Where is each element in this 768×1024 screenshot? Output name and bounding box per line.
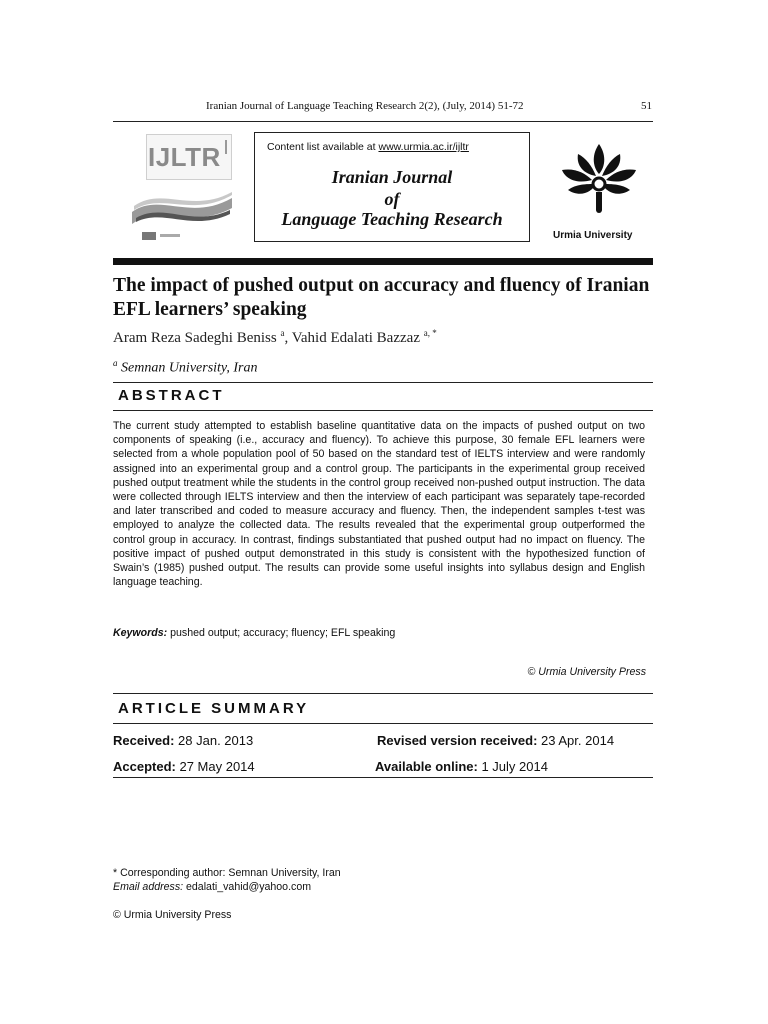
summary-bottom-rule xyxy=(113,777,653,778)
keywords-line xyxy=(113,627,395,639)
affiliation-mark: a xyxy=(113,358,118,368)
email-address[interactable]: edalati_vahid@yahoo.com xyxy=(183,881,312,893)
author-2: Vahid Edalati Bazzaz xyxy=(291,330,420,346)
accepted-date xyxy=(113,759,255,774)
abstract-body: The current study attempted to establish baseline quantitative data on the impacts of pushed output on two components of speaking (i.e., accuracy and fluency). To achieve this purpose, 30 female EFL learners were selected from a whole population pool of 50 based on the standard test of IELTS interview and were randomly assigned into an experimental group and a control group. The participants in the experimental group received pushed output treatment while the students in the control group received non-pushed output instruction. The data were collected through IELTS interview and then the interview of each participant was separately tape-recorded and later transcribed and coded to measure accuracy and fluency. Then, the independent samples t-test was employed to analyze the collected data. The results revealed that the experimental group outperformed the control group in accuracy. In contrast, findings substantiated that pushed output had no impact on fluency. The positive impact of pushed output demonstrated in this study is consistent with the hypothesized function of Swain’s (1985) pushed output. The results can provide some useful insights into syllabus design and English language teaching. xyxy=(113,420,645,589)
journal-url-link[interactable]: www.urmia.ac.ir/ijltr xyxy=(378,141,469,153)
content-list-prefix: Content list available at xyxy=(267,141,379,153)
abstract-top-rule xyxy=(113,382,653,383)
running-journal-title: Iranian Journal of Language Teaching Research 2(2), (July, 2014) 51-72 xyxy=(206,100,524,112)
keywords-label: Keywords: xyxy=(113,627,168,639)
swoosh-icon xyxy=(130,132,240,244)
urmia-university-emblem-icon xyxy=(556,140,642,214)
revised-label: Revised version received: xyxy=(377,733,538,748)
journal-name-line-2: of xyxy=(384,189,400,209)
accepted-label: Accepted: xyxy=(113,759,176,774)
footer-copyright: © Urmia University Press xyxy=(113,909,232,921)
header-rule xyxy=(113,121,653,122)
affiliation-text: Semnan University, Iran xyxy=(121,360,258,376)
received-label: Received: xyxy=(113,733,175,748)
author-1: Aram Reza Sadeghi Beniss xyxy=(113,330,277,346)
email-line xyxy=(113,881,311,893)
available-online-date xyxy=(375,759,548,774)
masthead-box xyxy=(254,132,530,242)
author-1-affil-mark: a xyxy=(280,328,285,338)
revised-value: 23 Apr. 2014 xyxy=(537,733,615,748)
title-divider-bar xyxy=(113,258,653,265)
available-online-label: Available online: xyxy=(375,759,478,774)
university-name: Urmia University xyxy=(553,230,633,241)
affiliation xyxy=(113,358,257,377)
content-list-line xyxy=(267,141,469,153)
author-list xyxy=(113,328,437,347)
page-number: 51 xyxy=(641,100,652,112)
email-label: Email address: xyxy=(113,881,184,893)
accepted-value: 27 May 2014 xyxy=(175,759,255,774)
received-value: 28 Jan. 2013 xyxy=(174,733,254,748)
abstract-heading: ABSTRACT xyxy=(118,387,225,404)
abstract-bottom-rule xyxy=(113,410,653,411)
article-title: The impact of pushed output on accuracy and fluency of Iranian EFL learners’ speaking xyxy=(113,275,650,320)
keywords-values: pushed output; accuracy; fluency; EFL speaking xyxy=(167,627,396,639)
author-separator: , xyxy=(284,330,292,346)
revised-date xyxy=(377,733,614,748)
ijltr-cover-logo xyxy=(130,132,240,244)
journal-name-line-1: Iranian Journal xyxy=(331,167,453,187)
article-summary-heading: ARTICLE SUMMARY xyxy=(118,700,310,717)
received-date xyxy=(113,733,253,748)
summary-heading-rule xyxy=(113,723,653,724)
journal-name-line-3: Language Teaching Research xyxy=(281,209,503,229)
available-online-value: 1 July 2014 xyxy=(477,759,548,774)
summary-top-rule xyxy=(113,693,653,694)
ijltr-logo-text: IJLTR xyxy=(148,142,221,172)
abstract-copyright: © Urmia University Press xyxy=(527,666,646,678)
corresponding-author-note: * Corresponding author: Semnan University, Iran xyxy=(113,867,341,879)
author-2-affil-mark: a, * xyxy=(423,328,437,338)
